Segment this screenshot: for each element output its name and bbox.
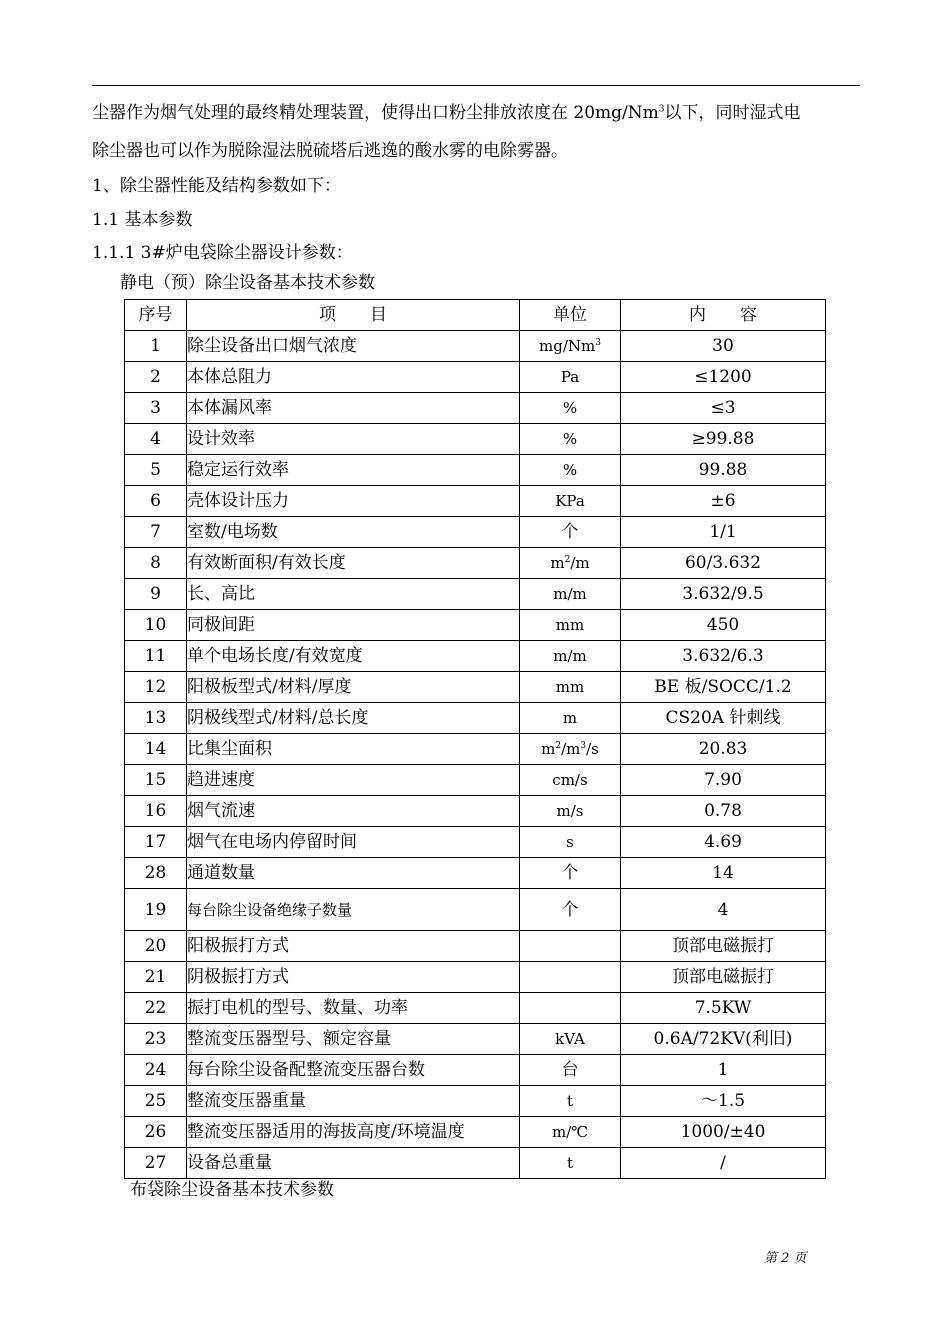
row-value: 顶部电磁振打 xyxy=(621,962,826,993)
row-value: 3.632/9.5 xyxy=(621,579,826,610)
table-row xyxy=(125,486,826,517)
row-no: 28 xyxy=(125,858,187,889)
row-unit: mm xyxy=(520,610,621,641)
paragraph-line-1: 尘器作为烟气处理的最终精处理装置，使得出口粉尘排放浓度在 20mg/Nm$^3$以下，同时湿式电 xyxy=(92,103,801,123)
row-item: 整流变压器适用的海拔高度/环境温度 xyxy=(187,1117,520,1148)
table-row xyxy=(125,393,826,424)
row-item: 本体总阻力 xyxy=(187,362,520,393)
row-unit: 个 xyxy=(520,858,621,889)
row-no: 8 xyxy=(125,548,187,579)
table-row xyxy=(125,858,826,889)
table-row xyxy=(125,424,826,455)
row-value: 7.90 xyxy=(621,765,826,796)
row-item: 单个电场长度/有效宽度 xyxy=(187,641,520,672)
row-value: 450 xyxy=(621,610,826,641)
row-unit: t xyxy=(520,1148,621,1179)
row-item: 设计效率 xyxy=(187,424,520,455)
row-unit: m/m xyxy=(520,641,621,672)
row-value: 0.6A/72KV(利旧) xyxy=(621,1024,826,1055)
row-item: 稳定运行效率 xyxy=(187,455,520,486)
section-heading-1-1-1: 1.1.1 3#炉电袋除尘器设计参数： xyxy=(92,243,353,263)
row-no: 10 xyxy=(125,610,187,641)
row-no: 11 xyxy=(125,641,187,672)
row-unit: % xyxy=(520,393,621,424)
row-no: 21 xyxy=(125,962,187,993)
row-value: ±6 xyxy=(621,486,826,517)
row-no: 12 xyxy=(125,672,187,703)
row-item: 设备总重量 xyxy=(187,1148,520,1179)
row-value: 3.632/6.3 xyxy=(621,641,826,672)
spec-table xyxy=(124,299,826,1179)
row-unit: m/m xyxy=(520,579,621,610)
row-item: 同极间距 xyxy=(187,610,520,641)
row-value: 顶部电磁振打 xyxy=(621,931,826,962)
row-unit: m xyxy=(520,703,621,734)
row-value: 1000/±40 xyxy=(621,1117,826,1148)
row-unit: m/s xyxy=(520,796,621,827)
row-no: 3 xyxy=(125,393,187,424)
row-value: 0.78 xyxy=(621,796,826,827)
row-no: 7 xyxy=(125,517,187,548)
row-value: 4.69 xyxy=(621,827,826,858)
row-unit: % xyxy=(520,455,621,486)
row-value: 7.5KW xyxy=(621,993,826,1024)
row-value: 60/3.632 xyxy=(621,548,826,579)
row-unit: KPa xyxy=(520,486,621,517)
table-row xyxy=(125,1055,826,1086)
row-item: 整流变压器重量 xyxy=(187,1086,520,1117)
row-item: 振打电机的型号、数量、功率 xyxy=(187,993,520,1024)
row-unit: s xyxy=(520,827,621,858)
table-row xyxy=(125,993,826,1024)
table-row xyxy=(125,517,826,548)
row-unit: 个 xyxy=(520,889,621,931)
row-item: 烟气流速 xyxy=(187,796,520,827)
row-item: 烟气在电场内停留时间 xyxy=(187,827,520,858)
table-row xyxy=(125,641,826,672)
row-unit: Pa xyxy=(520,362,621,393)
header-value: 内 容 xyxy=(621,300,826,331)
header-item: 项 目 xyxy=(187,300,520,331)
row-no: 1 xyxy=(125,331,187,362)
row-no: 14 xyxy=(125,734,187,765)
row-value: 30 xyxy=(621,331,826,362)
row-value: 1/1 xyxy=(621,517,826,548)
row-no: 5 xyxy=(125,455,187,486)
row-no: 23 xyxy=(125,1024,187,1055)
row-no: 22 xyxy=(125,993,187,1024)
next-table-caption: 布袋除尘设备基本技术参数 xyxy=(130,1180,334,1200)
row-unit: mg/Nm$^3$ xyxy=(520,331,621,362)
row-value: ～1.5 xyxy=(621,1086,826,1117)
table-row xyxy=(125,931,826,962)
row-value: 14 xyxy=(621,858,826,889)
row-item: 壳体设计压力 xyxy=(187,486,520,517)
row-item: 趋进速度 xyxy=(187,765,520,796)
table-row xyxy=(125,889,826,931)
row-no: 6 xyxy=(125,486,187,517)
row-unit: $m^2/m^3/s$ xyxy=(520,734,621,765)
row-no: 15 xyxy=(125,765,187,796)
row-unit xyxy=(520,993,621,1024)
row-value: ≤3 xyxy=(621,393,826,424)
row-value: CS20A 针刺线 xyxy=(621,703,826,734)
section-heading-1-1: 1.1 基本参数 xyxy=(92,210,193,230)
row-value: BE 板/SOCC/1.2 xyxy=(621,672,826,703)
table-header-row xyxy=(125,300,826,331)
row-item: 除尘设备出口烟气浓度 xyxy=(187,331,520,362)
row-no: 16 xyxy=(125,796,187,827)
page-number: 第 2 页 xyxy=(764,1251,807,1266)
row-item: 整流变压器型号、额定容量 xyxy=(187,1024,520,1055)
row-item: 有效断面积/有效长度 xyxy=(187,548,520,579)
table-row xyxy=(125,1086,826,1117)
row-unit: cm/s xyxy=(520,765,621,796)
table-row xyxy=(125,734,826,765)
row-item: 阴极线型式/材料/总长度 xyxy=(187,703,520,734)
table-row xyxy=(125,765,826,796)
table-row xyxy=(125,962,826,993)
row-no: 17 xyxy=(125,827,187,858)
table-row xyxy=(125,1024,826,1055)
row-no: 20 xyxy=(125,931,187,962)
row-value: 4 xyxy=(621,889,826,931)
row-value: 99.88 xyxy=(621,455,826,486)
row-item: 本体漏风率 xyxy=(187,393,520,424)
row-item: 长、高比 xyxy=(187,579,520,610)
row-no: 24 xyxy=(125,1055,187,1086)
table-row xyxy=(125,703,826,734)
row-no: 13 xyxy=(125,703,187,734)
table-row xyxy=(125,362,826,393)
table-row xyxy=(125,796,826,827)
row-item: 室数/电场数 xyxy=(187,517,520,548)
header-no: 序号 xyxy=(125,300,187,331)
header-unit: 单位 xyxy=(520,300,621,331)
row-unit: % xyxy=(520,424,621,455)
header-rule xyxy=(92,85,860,86)
paragraph-line-2: 除尘器也可以作为脱除湿法脱硫塔后逃逸的酸水雾的电除雾器。 xyxy=(92,141,568,161)
row-unit: kVA xyxy=(520,1024,621,1055)
row-no: 2 xyxy=(125,362,187,393)
row-unit: t xyxy=(520,1086,621,1117)
row-no: 27 xyxy=(125,1148,187,1179)
table-row xyxy=(125,610,826,641)
row-item: 阴极振打方式 xyxy=(187,962,520,993)
section-heading-1: 1、除尘器性能及结构参数如下： xyxy=(92,176,341,196)
row-unit: m/℃ xyxy=(520,1117,621,1148)
table-row xyxy=(125,331,826,362)
row-item: 每台除尘设备绝缘子数量 xyxy=(187,889,520,931)
row-item: 阳极振打方式 xyxy=(187,931,520,962)
row-item: 比集尘面积 xyxy=(187,734,520,765)
row-unit: mm xyxy=(520,672,621,703)
row-no: 19 xyxy=(125,889,187,931)
row-value: / xyxy=(621,1148,826,1179)
table-row xyxy=(125,1117,826,1148)
table-row xyxy=(125,548,826,579)
row-no: 9 xyxy=(125,579,187,610)
row-value: 20.83 xyxy=(621,734,826,765)
row-no: 26 xyxy=(125,1117,187,1148)
table-row xyxy=(125,579,826,610)
row-item: 通道数量 xyxy=(187,858,520,889)
row-value: 1 xyxy=(621,1055,826,1086)
row-unit: 台 xyxy=(520,1055,621,1086)
table-row xyxy=(125,672,826,703)
row-item: 阳极板型式/材料/厚度 xyxy=(187,672,520,703)
row-value: ≥99.88 xyxy=(621,424,826,455)
row-unit xyxy=(520,931,621,962)
row-unit: $m^2/m$ xyxy=(520,548,621,579)
table-row xyxy=(125,827,826,858)
row-no: 4 xyxy=(125,424,187,455)
row-no: 25 xyxy=(125,1086,187,1117)
row-value: ≤1200 xyxy=(621,362,826,393)
row-unit: 个 xyxy=(520,517,621,548)
table-caption: 静电（预）除尘设备基本技术参数 xyxy=(120,273,375,293)
table-row xyxy=(125,1148,826,1179)
table-row xyxy=(125,455,826,486)
row-item: 每台除尘设备配整流变压器台数 xyxy=(187,1055,520,1086)
row-unit xyxy=(520,962,621,993)
